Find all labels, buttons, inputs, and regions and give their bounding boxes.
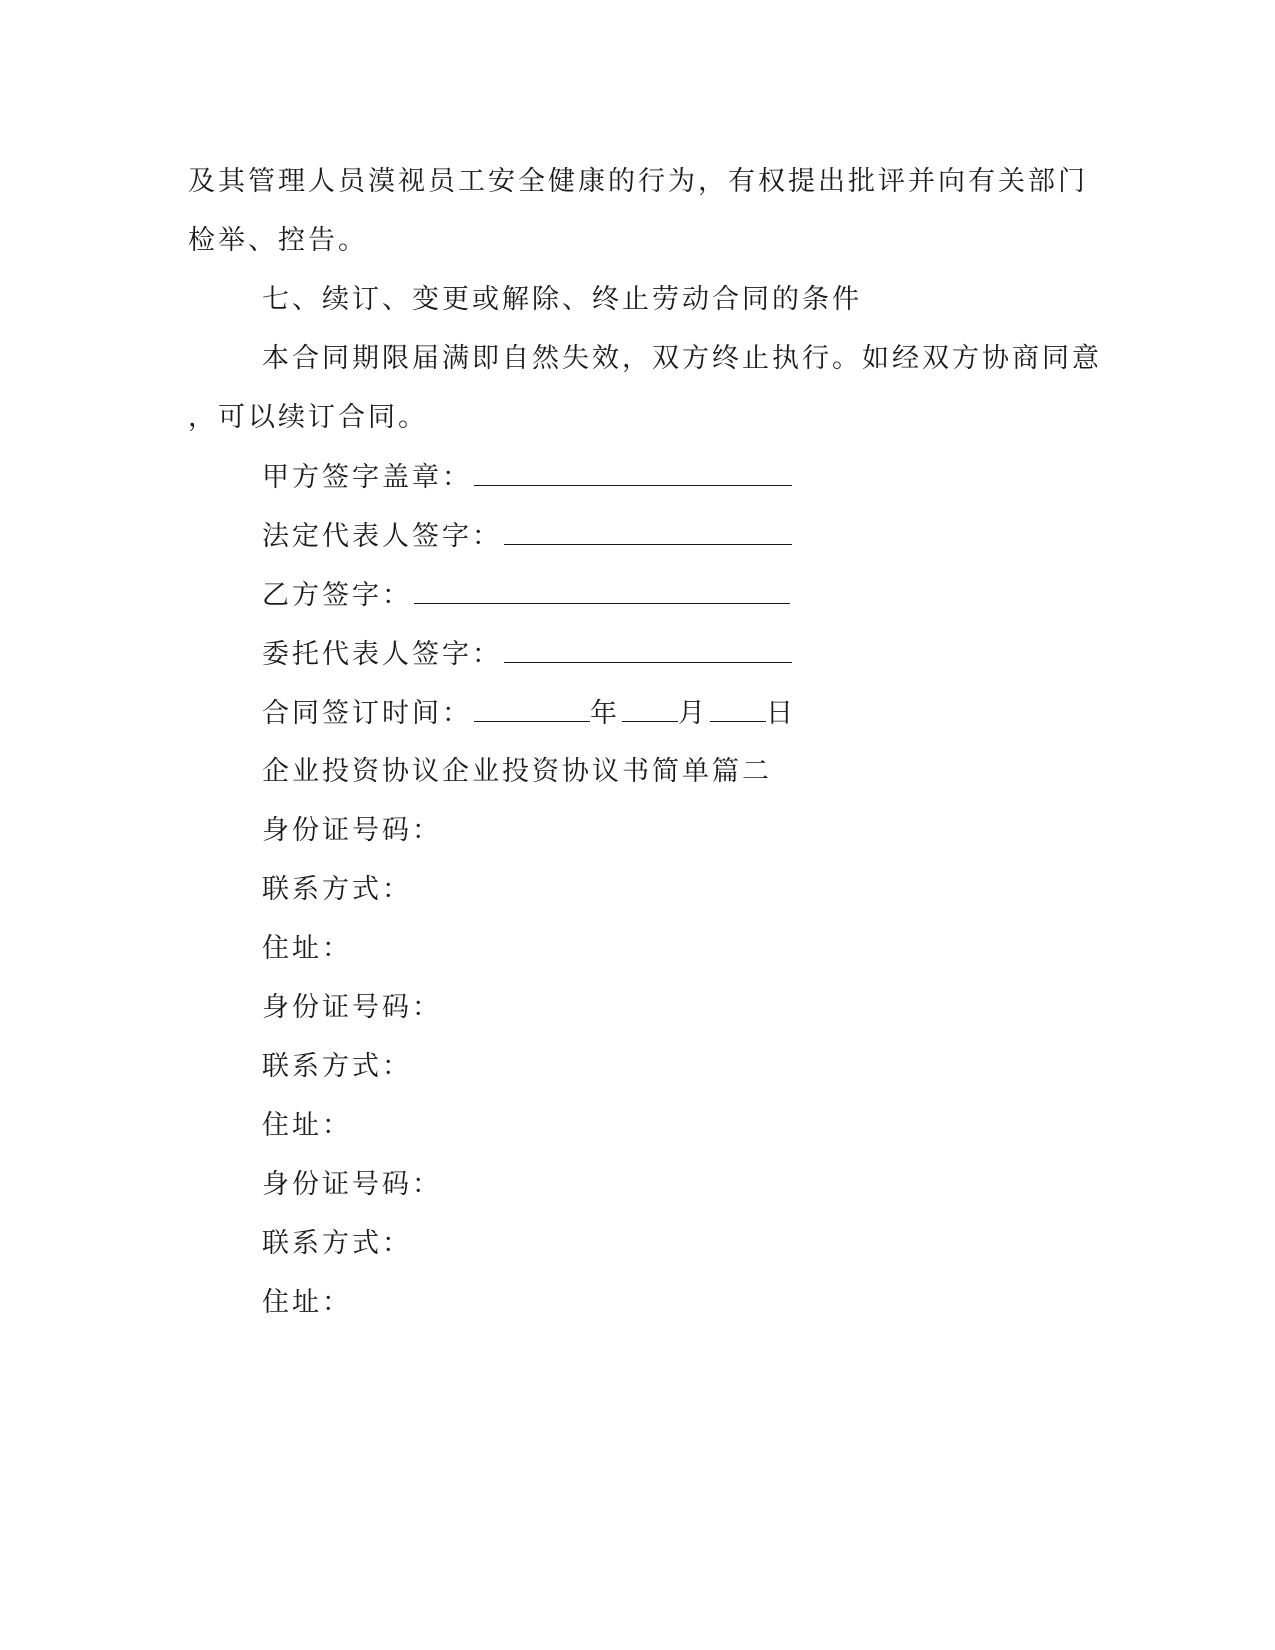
year-blank[interactable] xyxy=(474,699,590,722)
section-heading: 七、续订、变更或解除、终止劳动合同的条件 xyxy=(262,284,862,315)
id-number-field: 身份证号码： xyxy=(262,815,442,846)
contact-field: 联系方式： xyxy=(262,1228,412,1259)
article-title: 企业投资协议企业投资协议书简单篇二 xyxy=(262,756,772,787)
party-a-signature-blank[interactable] xyxy=(474,463,792,486)
party-b-signature-label: 乙方签字： xyxy=(262,580,412,611)
month-blank[interactable] xyxy=(622,699,678,722)
signing-date-row xyxy=(262,699,796,727)
legal-rep-signature-blank[interactable] xyxy=(504,522,792,545)
entrusted-rep-signature-blank[interactable] xyxy=(504,640,792,663)
contact-field: 联系方式： xyxy=(262,1051,412,1082)
entrusted-rep-signature-label: 委托代表人签字： xyxy=(262,639,502,670)
address-field: 住址： xyxy=(262,933,352,964)
paragraph-line: ，可以续订合同。 xyxy=(188,402,428,433)
signing-date-label: 合同签订时间： xyxy=(262,698,472,729)
party-a-signature-label: 甲方签字盖章： xyxy=(262,462,472,493)
year-label: 年 xyxy=(590,698,620,729)
entrusted-rep-signature-row xyxy=(262,640,792,668)
contact-field: 联系方式： xyxy=(262,874,412,905)
party-b-signature-row xyxy=(262,581,790,609)
address-field: 住址： xyxy=(262,1110,352,1141)
legal-rep-signature-row xyxy=(262,522,792,550)
id-number-field: 身份证号码： xyxy=(262,992,442,1023)
paragraph-line: 及其管理人员漠视员工安全健康的行为，有权提出批评并向有关部门 xyxy=(188,166,1088,197)
party-b-signature-blank[interactable] xyxy=(414,581,790,604)
day-blank[interactable] xyxy=(710,699,766,722)
paragraph-line: 本合同期限届满即自然失效，双方终止执行。如经双方协商同意 xyxy=(262,343,1102,374)
address-field: 住址： xyxy=(262,1287,352,1318)
month-label: 月 xyxy=(678,698,708,729)
day-label: 日 xyxy=(766,698,796,729)
party-a-signature-row xyxy=(262,463,792,491)
id-number-field: 身份证号码： xyxy=(262,1169,442,1200)
legal-rep-signature-label: 法定代表人签字： xyxy=(262,521,502,552)
paragraph-line: 检举、控告。 xyxy=(188,225,368,256)
